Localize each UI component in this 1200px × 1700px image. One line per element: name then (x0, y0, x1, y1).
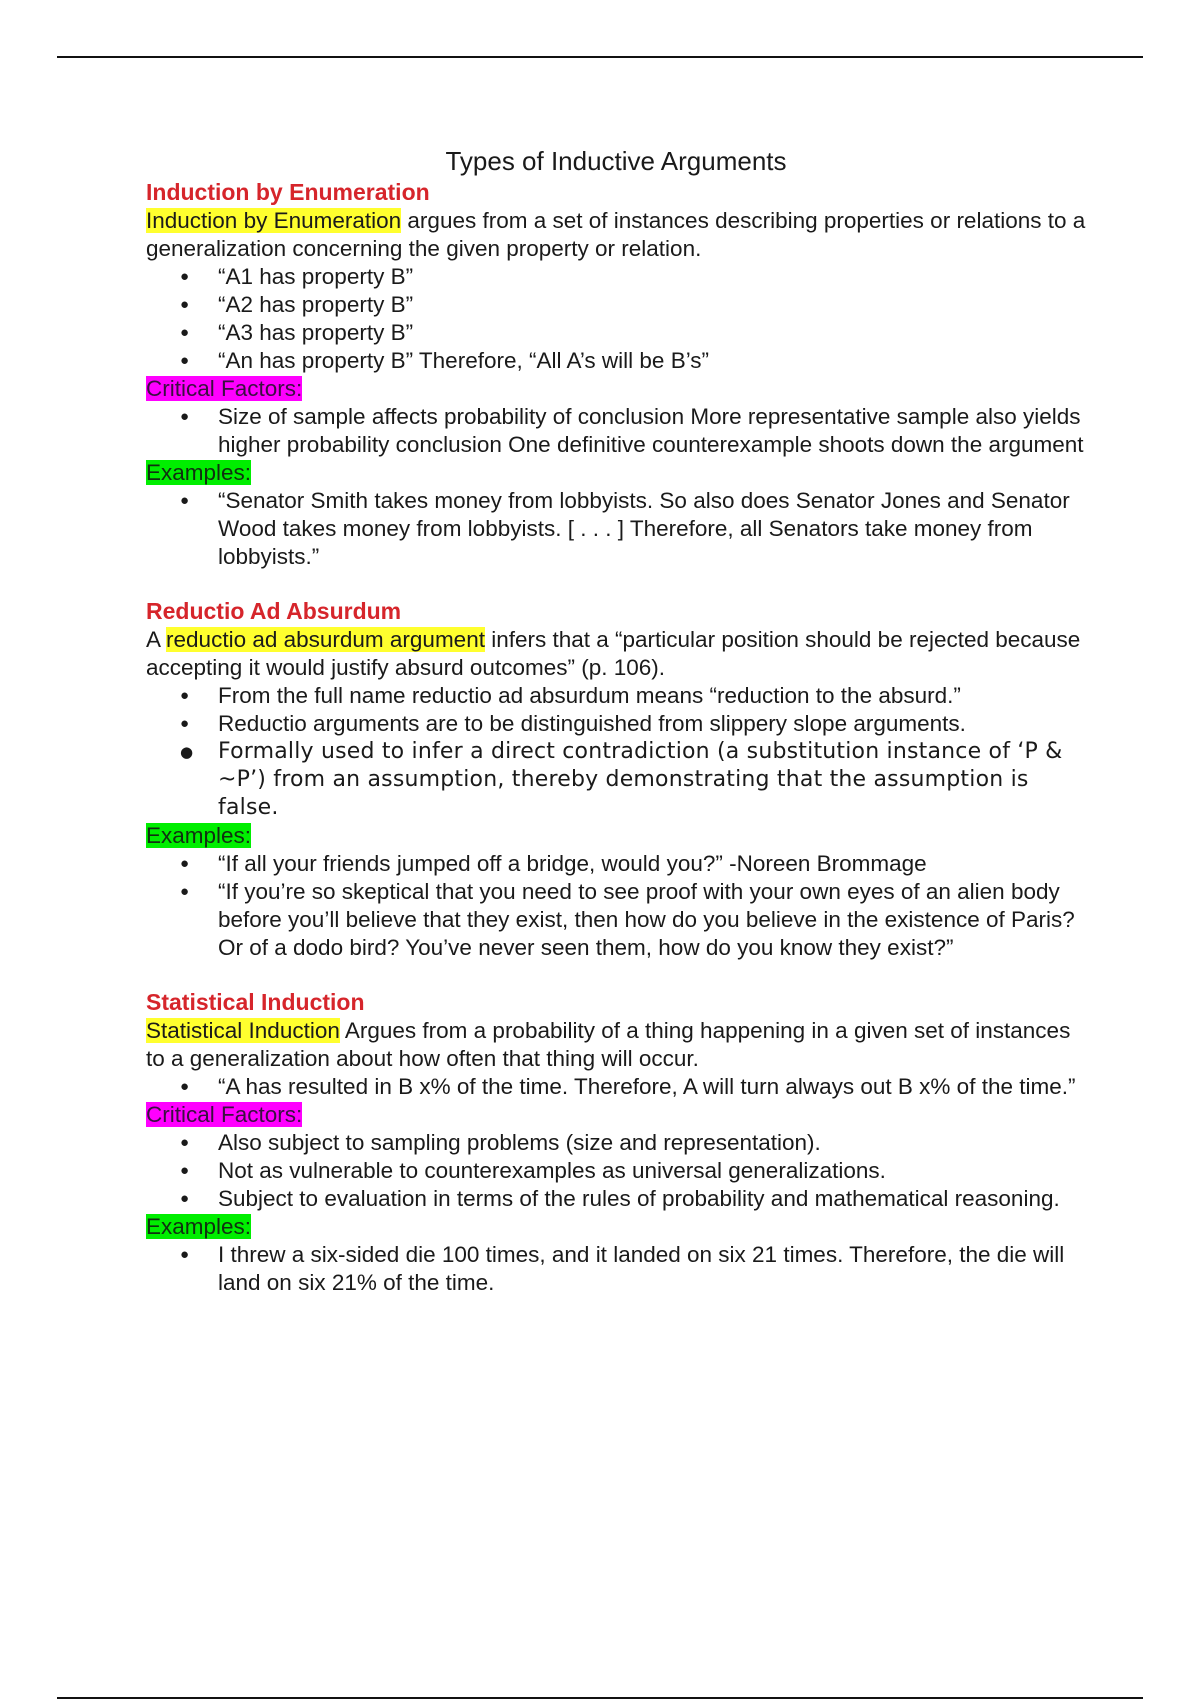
intro-text: infers that a “particular position should be rejected because accepting it would justify absurd outcomes” (p. 106). (146, 627, 1081, 680)
critical-factors-label: Critical Factors: (146, 1102, 303, 1127)
bullet-list (146, 1241, 1086, 1297)
bullet-list (146, 487, 1086, 571)
section-heading: Statistical Induction (146, 989, 365, 1015)
section-statistical (146, 988, 1086, 1297)
top-rule (57, 56, 1143, 58)
intro-text: argues from a set of instances describing properties or relations to a generalization concerning the given property or relation. (146, 208, 1086, 261)
intro-text: A (146, 627, 167, 652)
list-item: ● I threw a six-sided die 100 times, and it landed on six 21 times. Therefore, the die will land on six 21% of the time. (218, 1241, 1086, 1297)
intro-text: Argues from a probability of a thing happening in a given set of instances to a generalization about how often that thing will occur. (146, 1018, 1071, 1071)
section-enumeration (146, 178, 1086, 571)
highlighted-term: reductio ad absurdum argument (166, 627, 485, 652)
list-item: ● “An has property B” Therefore, “All A’s will be B’s” (218, 347, 1086, 375)
examples-label: Examples: (146, 1214, 252, 1239)
list-item: ● “A has resulted in B x% of the time. Therefore, A will turn always out B x% of the time.” (218, 1073, 1086, 1101)
list-item: ● “If you’re so skeptical that you need to see proof with your own eyes of an alien body before you’ll believe that they exist, then how do you believe in the existence of Paris? Or of a dodo bird? You’ve never seen them, how do you know they exist?” (218, 878, 1086, 962)
section-heading: Induction by Enumeration (146, 179, 430, 205)
bullet-list (146, 1129, 1086, 1213)
list-item: ● Not as vulnerable to counterexamples as universal generalizations. (218, 1157, 1086, 1185)
list-item: ● From the full name reductio ad absurdum means “reduction to the absurd.” (218, 682, 1086, 710)
bullet-list (146, 850, 1086, 962)
list-item: ● Reductio arguments are to be distinguished from slippery slope arguments. (218, 710, 1086, 738)
bullet-list (146, 403, 1086, 459)
list-item: ● “A1 has property B” (218, 263, 1086, 291)
section-intro (146, 207, 1086, 263)
bullet-list (146, 1073, 1086, 1101)
examples-label: Examples: (146, 460, 252, 485)
list-item: ● “If all your friends jumped off a bridge, would you?” -Noreen Brommage (218, 850, 1086, 878)
section-reductio (146, 597, 1086, 962)
section-heading: Reductio Ad Absurdum (146, 598, 402, 624)
section-intro (146, 1017, 1086, 1073)
section-intro (146, 626, 1086, 682)
highlighted-term: Induction by Enumeration (146, 208, 402, 233)
bottom-rule (57, 1697, 1143, 1699)
list-item: ● Subject to evaluation in terms of the rules of probability and mathematical reasoning. (218, 1185, 1086, 1213)
critical-factors-label: Critical Factors: (146, 376, 303, 401)
list-item: ● Formally used to infer a direct contradiction (a substitution instance of ‘P & ~P’) from an assumption, thereby demonstrating that the assumption is false. (218, 738, 1086, 822)
examples-label: Examples: (146, 823, 252, 848)
list-item: ● “A3 has property B” (218, 319, 1086, 347)
list-item: ● “Senator Smith takes money from lobbyists. So also does Senator Jones and Senator Wood takes money from lobbyists. [ . . . ] Therefore, all Senators take money from lobbyists.” (218, 487, 1086, 571)
page-title: Types of Inductive Arguments (445, 146, 787, 176)
list-item: ● “A2 has property B” (218, 291, 1086, 319)
document-body (146, 145, 1086, 1297)
bullet-list (146, 263, 1086, 375)
bullet-list (146, 682, 1086, 822)
list-item: ● Size of sample affects probability of conclusion More representative sample also yields higher probability conclusion One definitive counterexample shoots down the argument (218, 403, 1086, 459)
list-item: ● Also subject to sampling problems (size and representation). (218, 1129, 1086, 1157)
highlighted-term: Statistical Induction (146, 1018, 340, 1043)
